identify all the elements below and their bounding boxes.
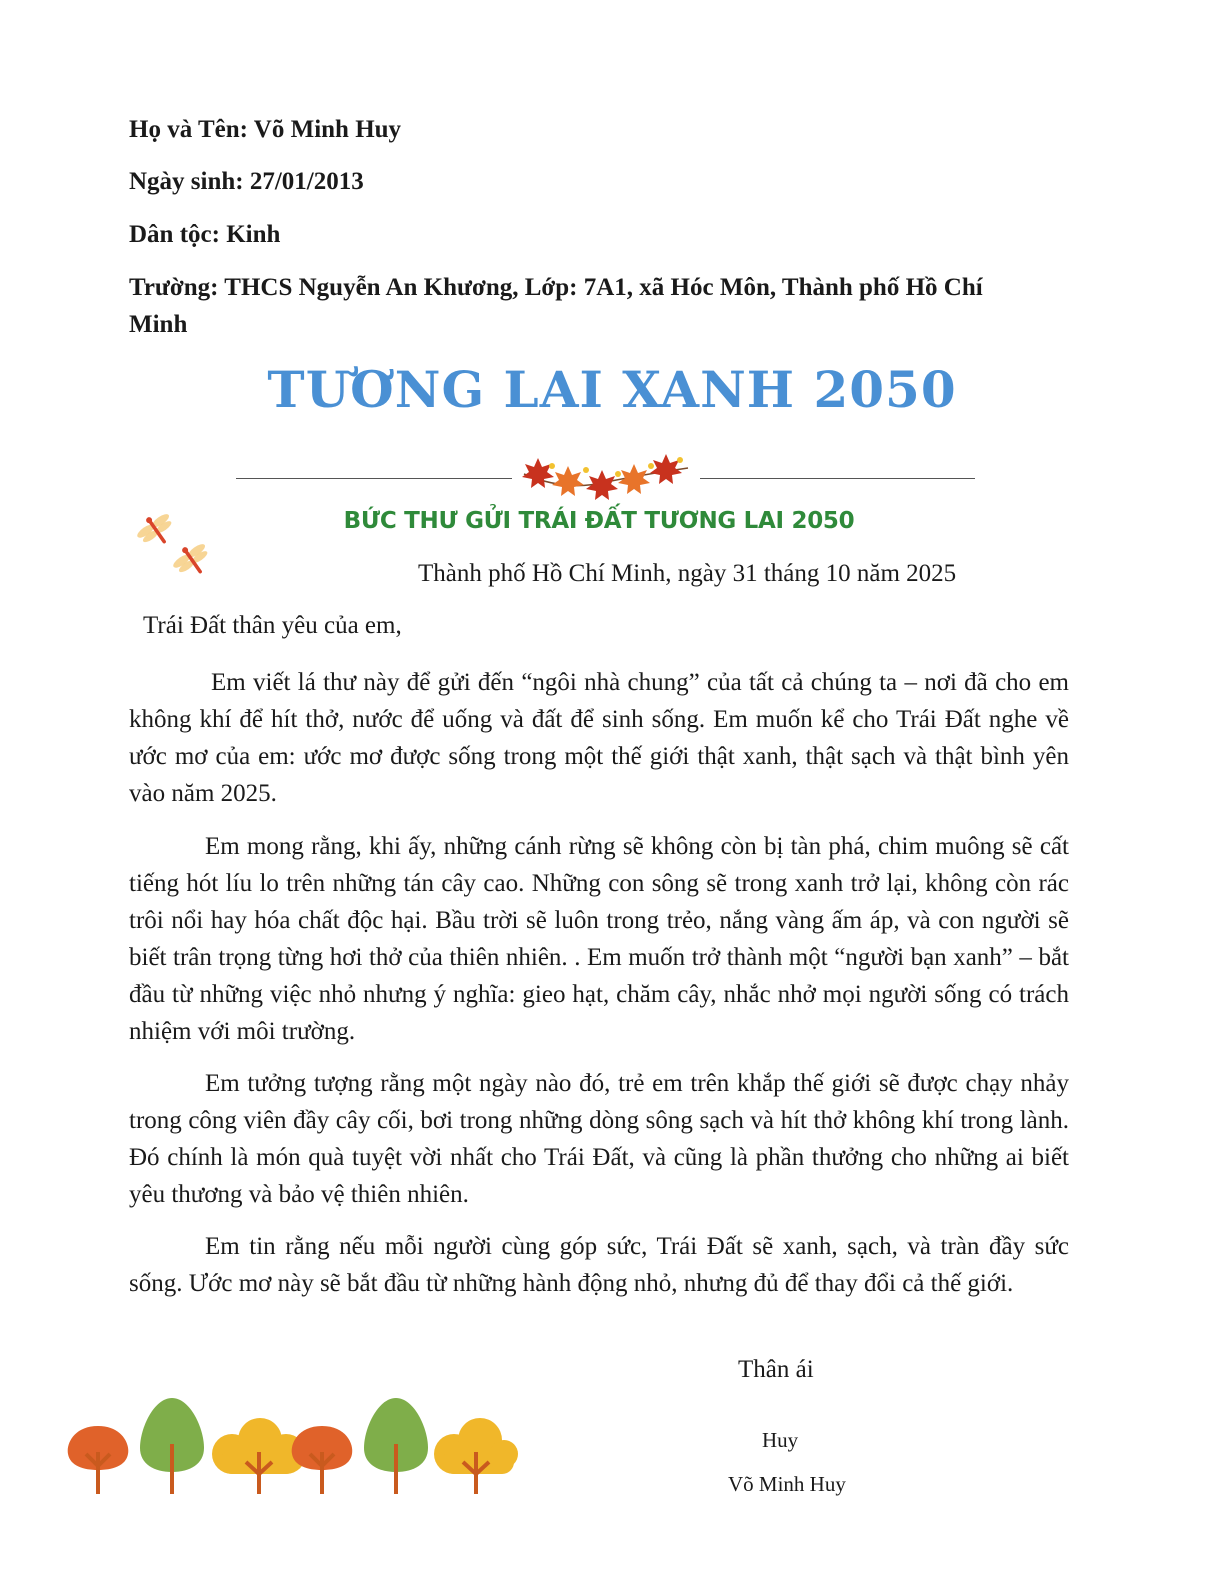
letter-paragraph-3: Em tưởng tượng rằng một ngày nào đó, trẻ em trên khắp thế giới sẽ được chạy nhảy trong công viên đầy cây cối, bơi trong những dòng sông sạch và hít thở không khí trong lành. Đó chính là món quà tuyệt vời nhất cho Trái Đất, và cũng là phần thưởng cho những ai biết yêu thương và bảo vệ thiên nhiên. <box>129 1070 1069 1208</box>
tree-green-icon <box>140 1398 204 1494</box>
student-dob: Ngày sinh: 27/01/2013 <box>129 168 364 195</box>
letter-paragraph-2: Em mong rằng, khi ấy, những cánh rừng sẽ không còn bị tàn phá, chim muông sẽ cất tiếng hót líu lo trên những tán cây cao. Những con sông sẽ trong xanh trở lại, không còn rác trôi nổi hay hóa chất độc hại. Bầu trời sẽ luôn trong trẻo, nắng vàng ấm áp, và con người sẽ biết trân trọng từng hơi thở của thiên nhiên. . Em muốn trở thành một “người bạn xanh” – bắt đầu từ những việc nhỏ nhưng ý nghĩa: gieo hạt, chăm cây, nhắc nhở mọi người sống có trách nhiệm với môi trường. <box>129 833 1069 1045</box>
divider-right <box>700 478 975 479</box>
divider-left <box>236 478 512 479</box>
letter-dateline: Thành phố Hồ Chí Minh, ngày 31 tháng 10 năm 2025 <box>418 560 957 587</box>
student-name: Họ và Tên: Võ Minh Huy <box>129 116 402 143</box>
tree-yellow-icon <box>212 1418 306 1494</box>
letter-paragraph-4: Em tin rằng nếu mỗi người cùng góp sức, Trái Đất sẽ xanh, sạch, và tràn đầy sức sống. Ước mơ này sẽ bắt đầu từ những hành động nhỏ, nhưng đủ để thay đổi cả thế giới. <box>129 1233 1069 1297</box>
tree-orange-icon <box>68 1426 129 1494</box>
student-ethnicity: Dân tộc: Kinh <box>129 221 281 248</box>
tree-green-icon <box>364 1398 428 1494</box>
letter-signer-name: Võ Minh Huy <box>728 1472 846 1496</box>
letter-closing: Thân ái <box>738 1356 814 1383</box>
page-title: TƯƠNG LAI XANH 2050 <box>267 360 957 419</box>
student-school: Trường: THCS Nguyễn An Khương, Lớp: 7A1, xã Hóc Môn, Thành phố Hồ Chí Minh <box>129 274 983 338</box>
tree-orange-icon <box>292 1426 353 1494</box>
letter-subtitle: BỨC THƯ GỬI TRÁI ĐẤT TƯƠNG LAI 2050 <box>343 508 855 534</box>
tree-yellow-icon <box>434 1418 518 1494</box>
maple-leaf-garland-icon <box>516 452 696 502</box>
tree-row-icon <box>60 1392 520 1502</box>
letter-greeting: Trái Đất thân yêu của em, <box>143 612 402 639</box>
letter-signature: Huy <box>762 1428 799 1452</box>
letter-paragraph-1: Em viết lá thư này để gửi đến “ngôi nhà chung” của tất cả chúng ta – nơi đã cho em không khí để hít thở, nước để uống và đất để sinh sống. Em muốn kể cho Trái Đất nghe về ước mơ của em: ước mơ được sống trong một thế giới thật xanh, thật sạch và thật bình yên vào năm 2025. <box>129 669 1069 807</box>
